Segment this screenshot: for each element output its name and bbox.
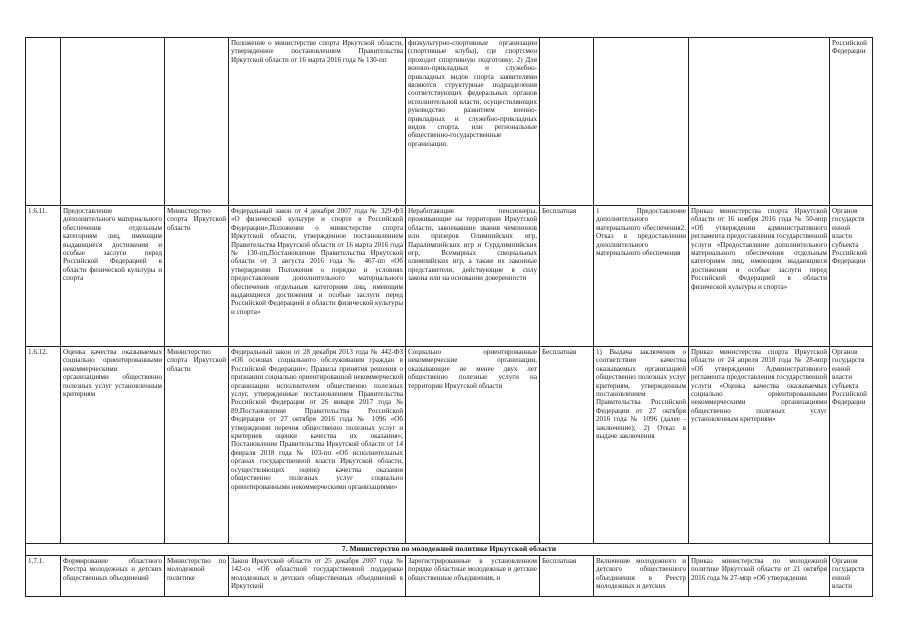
authority-level-cell: Органов государств енной власти субъекта Российской Федерации xyxy=(830,347,873,544)
authority-level-cell: Органов государств енной власти xyxy=(830,556,873,597)
row-number-cell: 1.6.12. xyxy=(26,347,61,544)
applicants-cell: Зарегистрированные в установленном порядке областные молодежные и детские общественные объединения, и xyxy=(406,556,540,597)
authority-cell xyxy=(165,38,229,206)
fee-cell xyxy=(540,38,594,206)
table-row xyxy=(26,556,873,597)
authority-level-cell: Органов государств енной власти субъекта Российской Федерации xyxy=(830,206,873,347)
authority-cell: Министерство спорта Иркутской области xyxy=(165,347,229,544)
section-heading-row xyxy=(26,544,873,556)
service-name-cell xyxy=(61,38,165,206)
table-row xyxy=(26,206,873,347)
legal-basis-cell: Федеральный закон от 28 декабря 2013 года № 442-ФЗ «Об основах социального обслуживания граждан в Российской Федерации»; Правила принятия решения о признании социально ориентированной некоммерческой организации исполнителем общественно полезных услуг, утвержденные постановлением Правительства Российской Федерации от 26 января 2017 года № 89,Постановление Правительства Российской Федерации от 27 октября 2016 года № 1096 «Об утверждении перечня общественно полезных услуг и критериев оценки качества их оказания»; Постановление Правительства Иркутской области от 14 февраля 2018 года № 103-пп «Об исполнительных органах государственной власти Иркутской области, осуществляющих оценку качества оказания общественно полезных услуг социально ориентированными некоммерческими организациями» xyxy=(229,347,406,544)
legal-basis-cell: Федеральный закон от 4 декабря 2007 года № 329-ФЗ «О физической культуре и спорте в Российской Федерации»,Положение о министерстве спорта Иркутской области, утвержденное постановлением Правительства Иркутской области от 16 марта 2016 года № 130-пп,Постановление Правительства Иркутской области от 3 августа 2016 года № 467-пп «Об утверждении Положения о порядке и условиях предоставления дополнительного материального обеспечения отдельным категориям лиц, имеющим выдающиеся достижения и особые заслуги перед Российской Федерацией в области физической культуры и спорта» xyxy=(229,206,406,347)
fee-cell: Бесплатная xyxy=(540,347,594,544)
section-heading: 7. Министерство по молодежной политике Иркутской области xyxy=(26,544,873,556)
applicants-cell: Социально ориентированные некоммерческие организации, оказывающие не менее двух лет общественно полезные услуги на территории Иркутской области xyxy=(406,347,540,544)
authority-level-cell: Российской Федерации xyxy=(830,38,873,206)
result-cell: 1 Предоставление дополнительного материального обеспечения2. Отказ в предоставлении дополнительного материального обеспечения xyxy=(594,206,689,347)
document-page xyxy=(25,37,873,597)
service-name-cell: Оценка качества оказываемых социально ориентированными некоммерческими организациями общественно полезных услуг установленным критериям xyxy=(61,347,165,544)
row-number-cell: 1.6.11. xyxy=(26,206,61,347)
table-row xyxy=(26,347,873,544)
legal-basis-cell: Положение о министерстве спорта Иркутской области, утвержденное постановлением Правительства Иркутской области от 16 марта 2016 года № 130-пп xyxy=(229,38,406,206)
row-number-cell: 1.7.1. xyxy=(26,556,61,597)
authority-cell: Министерство по молодежной политике xyxy=(165,556,229,597)
service-name-cell: Предоставление дополнительного материального обеспечения отдельным категориям лиц, имеющим выдающиеся достижения и особые заслуги перед Российской Федерацией в области физической культуры и спорта xyxy=(61,206,165,347)
result-cell: Включение молодежного и детского общественного объединения в Реестр молодежных и детских xyxy=(594,556,689,597)
result-cell: 1) Выдача заключения о соответствии качества оказываемых организацией общественно полезных услуг критериям, утвержденным постановлением Правительства Российской Федерации от 27 октября 2016 года № 1096 (далее - заключение); 2) Отказ в выдаче заключения xyxy=(594,347,689,544)
regulation-cell: Приказ министерства спорта Иркутской области от 16 ноября 2016 года № 50-мпр «Об утверждении административного регламента предоставления государственной услуги «Предоставление дополнительного материального обеспечения отдельным категориям лиц, имеющим выдающиеся достижения и особые заслуги перед Российской Федерацией в области физической культуры и спорта» xyxy=(689,206,830,347)
regulation-cell xyxy=(689,38,830,206)
authority-cell: Министерство спорта Иркутской области xyxy=(165,206,229,347)
table-row xyxy=(26,38,873,206)
row-number-cell xyxy=(26,38,61,206)
regulation-cell: Приказ министерства спорта Иркутской области от 24 апреля 2018 года № 28-мпр «Об утверждении Административного регламента предоставления государственной услуги «Оценка качества оказываемых социально ориентированными некоммерческими организациями общественно полезных услуг установленным критериям» xyxy=(689,347,830,544)
fee-cell: Бесплатная xyxy=(540,556,594,597)
services-table xyxy=(25,37,873,597)
legal-basis-cell: Закон Иркутской области от 25 декабря 2007 года № 142-оз «Об областной государственной поддержке молодежных и детских общественных объединений в Иркутской xyxy=(229,556,406,597)
applicants-cell: Неработающие пенсионеры, проживающие на территории Иркутской области, завоевавшие звания чемпионов или призеров Олимпийских игр, Паралимпийских игр и Сурдлимпийских игр, Всемирных специальных олимпийских игр, а также их законные представители, действующие в силу закона или на основании доверенности xyxy=(406,206,540,347)
fee-cell: Бесплатная xyxy=(540,206,594,347)
applicants-cell: физкультурно-спортивные организации (спортивные клубы), где спортсмен проходит спортивную подготовку; 2) Для военно-прикладных и служебно-прикладных видов спорта заявителями являются структурные подразделения соответствующих федеральных органов исполнительной власти, осуществляющих руководство развитием военно-прикладных и служебно-прикладных видов спорта, или региональные общественно-государственные организации. xyxy=(406,38,540,206)
result-cell xyxy=(594,38,689,206)
service-name-cell: Формирование областного Реестра молодежных и детских общественных объединений xyxy=(61,556,165,597)
regulation-cell: Приказ министерства по молодежной политике Иркутской области от 21 октября 2016 года № 27-мпр «Об утверждении xyxy=(689,556,830,597)
